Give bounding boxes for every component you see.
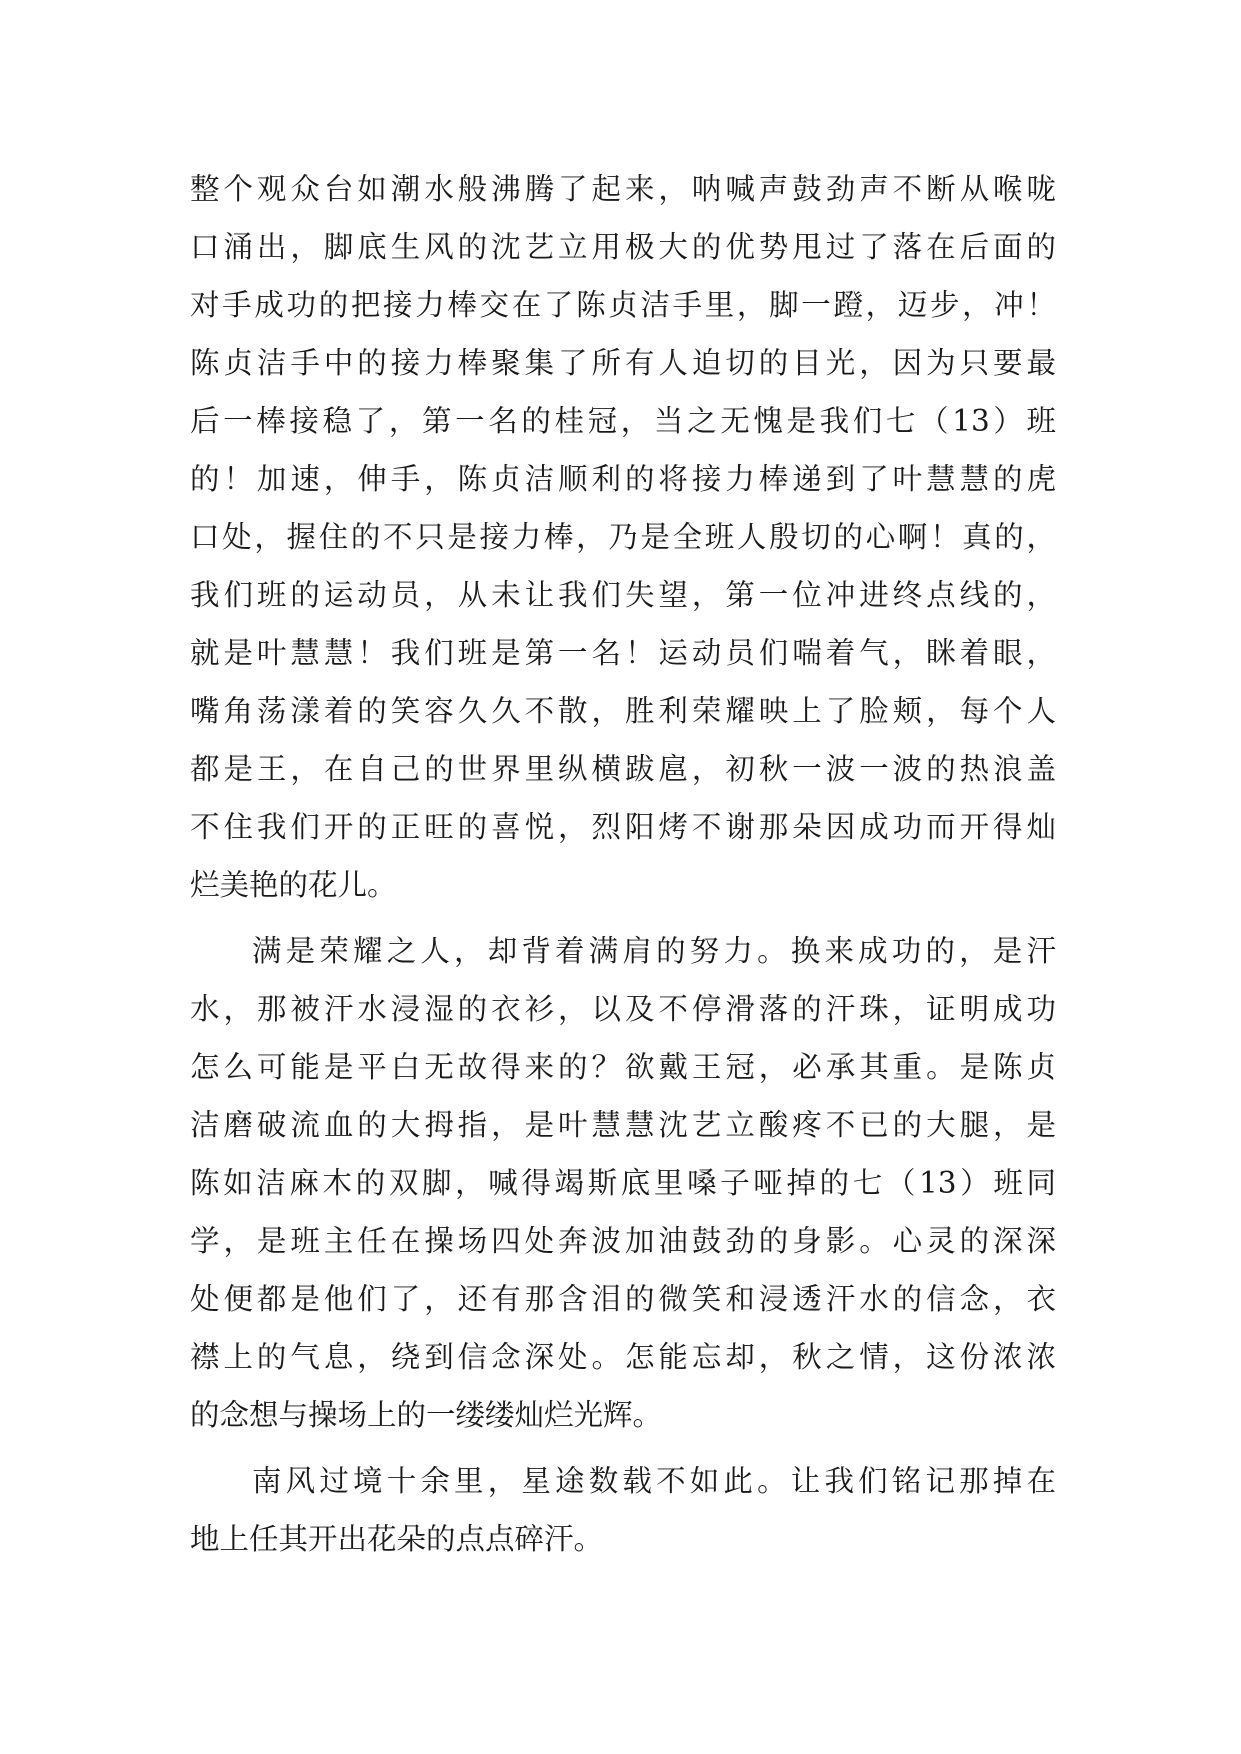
text-line: 整个观众台如潮水般沸腾了起来，呐喊声鼓劲声不断从喉咙 [190, 172, 1056, 206]
text-line: 嘴角荡漾着的笑容久久不散，胜利荣耀映上了脸颊，每个人 [190, 694, 1056, 728]
text-line: 水，那被汗水浸湿的衣衫，以及不停滑落的汗珠，证明成功 [190, 992, 1056, 1026]
text-line: 处便都是他们了，还有那含泪的微笑和浸透汗水的信念，衣 [190, 1282, 1056, 1316]
text-line: 陈如洁麻木的双脚，喊得竭斯底里嗓子哑掉的七（13）班同 [190, 1166, 1056, 1200]
text-line: 南风过境十余里，星途数载不如此。让我们铭记那掉在 [252, 1464, 1056, 1498]
paragraph-3 [190, 1452, 1056, 1568]
text-line: 都是王，在自己的世界里纵横跋扈，初秋一波一波的热浪盖 [190, 752, 1056, 786]
text-line: 怎么可能是平白无故得来的？欲戴王冠，必承其重。是陈贞 [190, 1050, 1056, 1084]
text-line: 不住我们开的正旺的喜悦，烈阳烤不谢那朵因成功而开得灿 [190, 810, 1056, 844]
text-line: 洁磨破流血的大拇指，是叶慧慧沈艺立酸疼不已的大腿，是 [190, 1108, 1056, 1142]
text-line: 后一棒接稳了，第一名的桂冠，当之无愧是我们七（13）班 [190, 404, 1056, 438]
paragraph-1 [190, 160, 1056, 914]
text-line: 满是荣耀之人，却背着满肩的努力。换来成功的，是汗 [252, 934, 1056, 968]
text-line: 我们班的运动员，从未让我们失望，第一位冲进终点线的， [190, 578, 1056, 612]
text-line: 就是叶慧慧！我们班是第一名！运动员们喘着气，眯着眼， [190, 636, 1056, 670]
text-line: 口涌出，脚底生风的沈艺立用极大的优势甩过了落在后面的 [190, 230, 1056, 264]
text-line: 的！加速，伸手，陈贞洁顺利的将接力棒递到了叶慧慧的虎 [190, 462, 1056, 496]
text-line: 对手成功的把接力棒交在了陈贞洁手里，脚一蹬，迈步，冲！ [190, 288, 1056, 322]
text-line: 口处，握住的不只是接力棒，乃是全班人殷切的心啊！真的， [190, 520, 1056, 554]
text-line: 烂美艳的花儿。 [190, 868, 397, 902]
text-line: 的念想与操场上的一缕缕灿烂光辉。 [190, 1398, 663, 1432]
document-body [190, 160, 1056, 1568]
text-line: 襟上的气息，绕到信念深处。怎能忘却，秋之情，这份浓浓 [190, 1340, 1056, 1374]
text-line: 地上任其开出花朵的点点碎汗。 [190, 1522, 604, 1556]
text-line: 陈贞洁手中的接力棒聚集了所有人迫切的目光，因为只要最 [190, 346, 1056, 380]
paragraph-2 [190, 922, 1056, 1444]
text-line: 学，是班主任在操场四处奔波加油鼓劲的身影。心灵的深深 [190, 1224, 1056, 1258]
